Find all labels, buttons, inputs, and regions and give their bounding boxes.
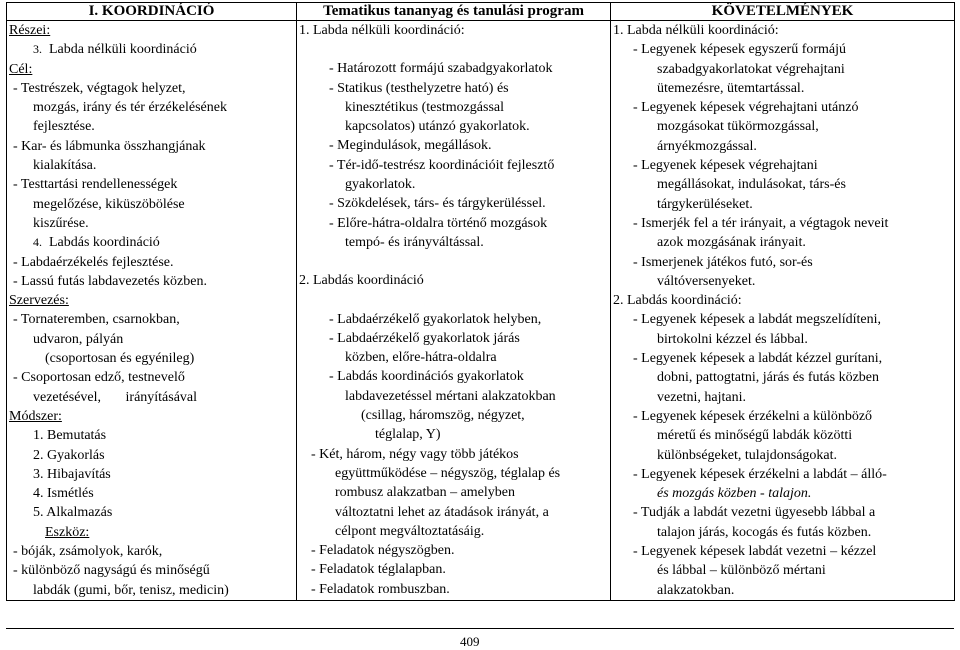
program-line: rombusz alakzatban – amelyben: [335, 485, 515, 501]
cel-line: kiszűrése.: [33, 215, 89, 231]
item-4: 4. Labdás koordináció: [33, 235, 160, 251]
req-sec1-title: 1. Labda nélküli koordináció:: [613, 23, 779, 38]
req-line: - Legyenek képesek végrehajtani utánzó: [633, 100, 859, 116]
page-number: 409: [460, 634, 480, 649]
req-line: méretű és minőségű labdák közötti: [657, 428, 853, 444]
program-line: - Labdaérzékelő gyakorlatok járás: [329, 330, 520, 346]
program-line: - Határozott formájú szabadgyakorlatok: [329, 61, 553, 77]
cel-line: - Kar- és lábmunka összhangjának: [13, 138, 206, 154]
req-sec2-title: 2. Labdás koordináció:: [613, 293, 742, 309]
program-line: - Tér-idő-testrész koordinációit fejlesztő: [329, 157, 555, 173]
program-line: labdavezetéssel mértani alakzatokban: [345, 388, 556, 404]
cel-line: - Testtartási rendellenességek: [13, 177, 178, 193]
req-line: talajon járás, kocogás és futás közben.: [657, 524, 872, 540]
eszkoz-line: labdák (gumi, bőr, tenisz, medicin): [33, 582, 229, 598]
program-line: közben, előre-hátra-oldalra: [345, 350, 497, 366]
szervezes-line: (csoportosan és egyénileg): [45, 351, 195, 367]
szervezes-line: udvaron, pályán: [33, 331, 124, 347]
req-line: tárgykerüléseket.: [657, 196, 753, 212]
cel-label: Cél:: [9, 61, 33, 77]
cel-line: - Testrészek, végtagok helyzet,: [13, 80, 186, 96]
program-line: (csillag, háromszög, négyzet,: [361, 408, 525, 424]
program-line: - Feladatok téglalapban.: [311, 562, 446, 578]
header-row: [7, 3, 955, 21]
modszer-item: 2. Gyakorlás: [33, 447, 105, 463]
body-row: [7, 21, 955, 601]
program-line: változtatni lehet az átadások irányát, a: [335, 504, 549, 520]
footer-divider: [6, 628, 954, 629]
szervezes-line: vezetésével, irányításával: [33, 389, 198, 405]
modszer-item: 1. Bemutatás: [33, 428, 107, 444]
curriculum-table: [6, 2, 955, 601]
header-kovetelmenyek: KÖVETELMÉNYEK: [611, 3, 955, 21]
program-line: téglalap, Y): [375, 427, 441, 443]
program-sec1-title: 1. Labda nélküli koordináció:: [299, 23, 465, 38]
program-line: kinesztétikus (testmozgással: [345, 99, 505, 115]
item4-line: - Labdaérzékelés fejlesztése.: [13, 254, 174, 270]
modszer-label: Módszer:: [9, 408, 62, 424]
szervezes-line: - Tornateremben, csarnokban,: [13, 312, 180, 328]
cel-line: fejlesztése.: [33, 119, 95, 135]
req-line: - Legyenek képesek a labdát megszelídíteni,: [633, 312, 882, 328]
req-line: azok mozgásának irányait.: [657, 235, 806, 251]
req-line: - Ismerjenek játékos futó, sor-és: [633, 254, 813, 270]
program-line: - Feladatok négyszögben.: [311, 543, 455, 559]
szervezes-line: - Csoportosan edző, testnevelő: [13, 370, 185, 386]
item-3: 3. Labda nélküli koordináció: [33, 42, 197, 58]
req-line: és mozgás közben - talajon.: [657, 486, 812, 502]
req-line: különbségeket, tulajdonságokat.: [657, 447, 838, 463]
req-line: váltóversenyeket.: [657, 273, 756, 289]
program-column: [297, 21, 611, 601]
program-line: - Labdaérzékelő gyakorlatok helyben,: [329, 311, 542, 327]
req-line: - Ismerjék fel a tér irányait, a végtagok neveit: [633, 215, 889, 231]
program-line: - Két, három, négy vagy több játékos: [311, 446, 519, 462]
program-line: - Feladatok rombuszban.: [311, 581, 450, 597]
header-tematikus: Tematikus tananyag és tanulási program: [297, 3, 611, 21]
req-line: dobni, pattogtatni, járás és futás közben: [657, 370, 879, 386]
szervezes-label: Szervezés:: [9, 293, 69, 309]
cel-line: kialakítása.: [33, 158, 97, 174]
req-line: birtokolni kézzel és lábbal.: [657, 331, 808, 347]
req-line: mozgásokat tükörmozgással,: [657, 119, 819, 135]
program-line: tempó- és irányváltással.: [345, 234, 484, 250]
req-line: és lábbal – különböző mértani: [657, 563, 826, 579]
req-line: megállásokat, indulásokat, társ-és: [657, 177, 846, 193]
item4-line: - Lassú futás labdavezetés közben.: [13, 273, 207, 289]
modszer-item: 5. Alkalmazás: [33, 505, 113, 521]
req-line: szabadgyakorlatokat végrehajtani: [657, 61, 845, 77]
req-line: - Tudják a labdát vezetni ügyesebb lábbal a: [633, 505, 876, 521]
header-koordinacio: I. KOORDINÁCIÓ: [7, 3, 297, 21]
program-line: - Labdás koordinációs gyakorlatok: [329, 369, 524, 385]
program-line: célpont megváltoztatásáig.: [335, 523, 485, 539]
req-line: - Legyenek képesek érzékelni a labdát – álló-: [633, 466, 887, 482]
eszkoz-label: Eszköz:: [45, 524, 90, 540]
modszer-item: 3. Hibajavítás: [33, 466, 111, 482]
parts-column: [7, 21, 297, 601]
req-line: - Legyenek képesek egyszerű formájú: [633, 42, 847, 58]
program-sec2-title: 2. Labdás koordináció: [299, 273, 424, 289]
req-line: ütemezésre, ütemtartással.: [657, 80, 805, 96]
cel-line: mozgás, irány és tér érzékelésének: [33, 100, 227, 116]
program-line: - Szökdelések, társ- és tárgykerüléssel.: [329, 196, 546, 212]
req-line: alakzatokban.: [657, 582, 735, 598]
req-line: árnyékmozgással.: [657, 138, 757, 154]
requirements-column: [611, 21, 955, 601]
eszkoz-line: - bóják, zsámolyok, karók,: [13, 544, 163, 560]
program-line: kapcsolatos) utánzó gyakorlatok.: [345, 119, 530, 135]
program-line: együttműködése – négyszög, téglalap és: [335, 465, 561, 481]
modszer-item: 4. Ismétlés: [33, 486, 94, 502]
req-line: vezetni, hajtani.: [657, 389, 747, 405]
req-line: - Legyenek képesek labdát vezetni – kézzel: [633, 544, 877, 560]
reszei-label: Részei:: [9, 23, 51, 38]
req-line: - Legyenek képesek végrehajtani: [633, 158, 818, 174]
eszkoz-line: - különböző nagyságú és minőségű: [13, 563, 210, 579]
program-line: gyakorlatok.: [345, 177, 416, 193]
req-line: - Legyenek képesek a labdát kézzel gurítani,: [633, 351, 883, 367]
program-line: - Statikus (testhelyzetre ható) és: [329, 80, 509, 96]
program-line: - Megindulások, megállások.: [329, 138, 492, 154]
program-line: - Előre-hátra-oldalra történő mozgások: [329, 215, 548, 231]
cel-line: megelőzése, kiküszöbölése: [33, 196, 185, 212]
req-line: - Legyenek képesek érzékelni a különböző: [633, 408, 873, 424]
